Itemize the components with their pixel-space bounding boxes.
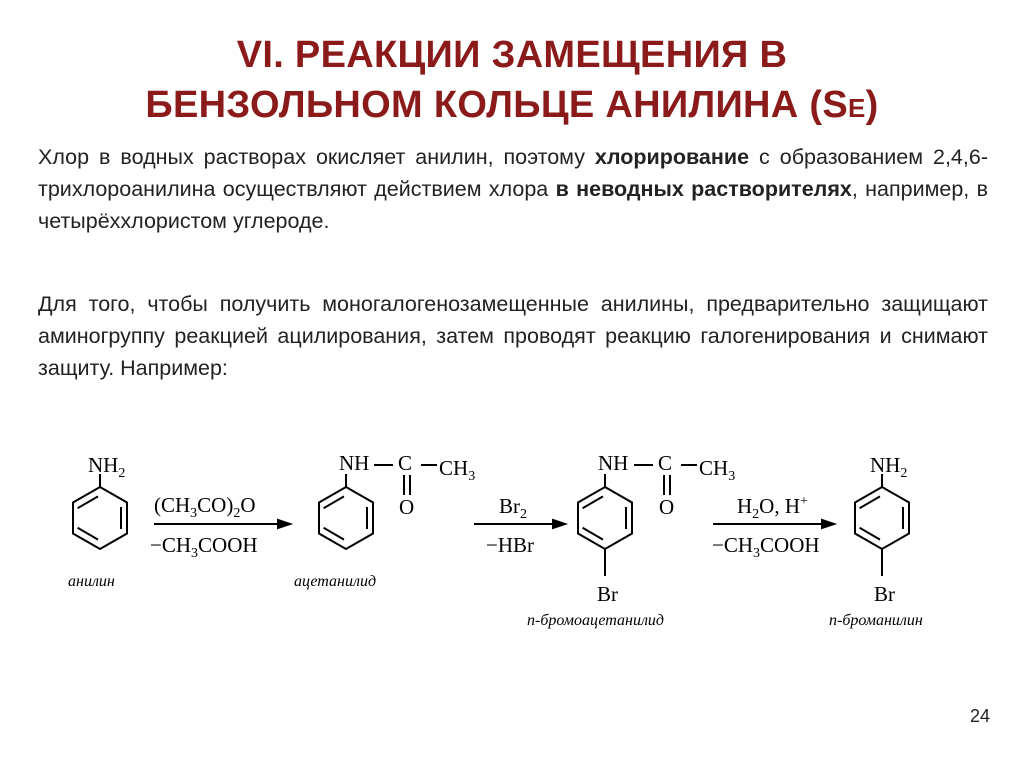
arrow-hydrolysis (713, 520, 834, 528)
benzene-ring-bromoaniline (855, 474, 909, 576)
reagent-water-acid: $H_2O$, H+ (737, 494, 808, 522)
bromoacetanilide-name: n-бромоацетанилид (527, 612, 665, 629)
aniline-name: анилин (68, 573, 115, 590)
aniline-amino-group: $NH_2$ (88, 453, 126, 481)
acetanilide-nh: NH (339, 451, 370, 475)
byproduct-acetic-acid-2: $-CH_3COOH$ (712, 533, 820, 561)
p1-bold-solvents: в неводных растворителях (555, 177, 852, 201)
title-se-subscript: E (848, 93, 866, 123)
reagent-bromine: $Br_2$ (499, 494, 527, 522)
title-line-2-end: ) (865, 84, 879, 126)
bromoacetanilide-carbonyl-c: C (658, 451, 673, 475)
byproduct-hbr: −HBr (486, 533, 535, 557)
title-line-2 (0, 80, 1024, 133)
benzene-ring-acetanilide (319, 465, 437, 549)
bromoacetanilide-nh: NH (598, 451, 629, 475)
reaction-scheme (0, 440, 1024, 650)
acetanilide-carbonyl-c: C (398, 451, 413, 475)
acetanilide-methyl: $CH_3$ (439, 456, 476, 484)
p1-text-2: с образованием 2,4,6-трихлороанилина осуществляют действием хлора (38, 145, 988, 201)
reagent-acetic-anhydride: $(CH_3CO)_2O$ (154, 493, 256, 521)
title-line-1: VI. РЕАКЦИИ ЗАМЕЩЕНИЯ В (236, 34, 788, 76)
bromoacetanilide-bromine: Br (597, 582, 618, 606)
benzene-ring-aniline (73, 474, 127, 549)
byproduct-acetic-acid-1: $-CH_3COOH$ (150, 533, 258, 561)
arrow-acylation (154, 520, 290, 528)
p1-bold-chlorination: хлорирование (594, 145, 750, 169)
p1-text-3: , например, в четырёххлористом углероде. (38, 177, 989, 233)
page-number: 24 (969, 706, 990, 726)
bromoaniline-bromine: Br (874, 582, 895, 606)
acetanilide-name: ацетанилид (294, 573, 377, 590)
bromoacetanilide-methyl: $CH_3$ (699, 456, 736, 484)
bromoacetanilide-oxygen: O (659, 495, 675, 519)
slide-title (0, 30, 1024, 133)
acetanilide-oxygen: O (399, 495, 415, 519)
p1-text-1: Хлор в водных растворах окисляет анилин, поэтому (38, 145, 595, 169)
paragraph-protection: Для того, чтобы получить моногалогенозамещенные анилины, предварительно защищают аминогруппу реакцией ацилирования, затем проводят реакцию галогенирования и снимают защиту. Например: (38, 292, 988, 380)
title-line-2-main: БЕНЗОЛЬНОМ КОЛЬЦЕ АНИЛИНА (S (145, 84, 849, 126)
bromoaniline-name: n-броманилин (829, 612, 923, 629)
paragraph-chlorination (38, 141, 988, 237)
bromoaniline-amino-group: $NH_2$ (870, 453, 908, 481)
benzene-ring-bromoacetanilide (578, 465, 697, 576)
